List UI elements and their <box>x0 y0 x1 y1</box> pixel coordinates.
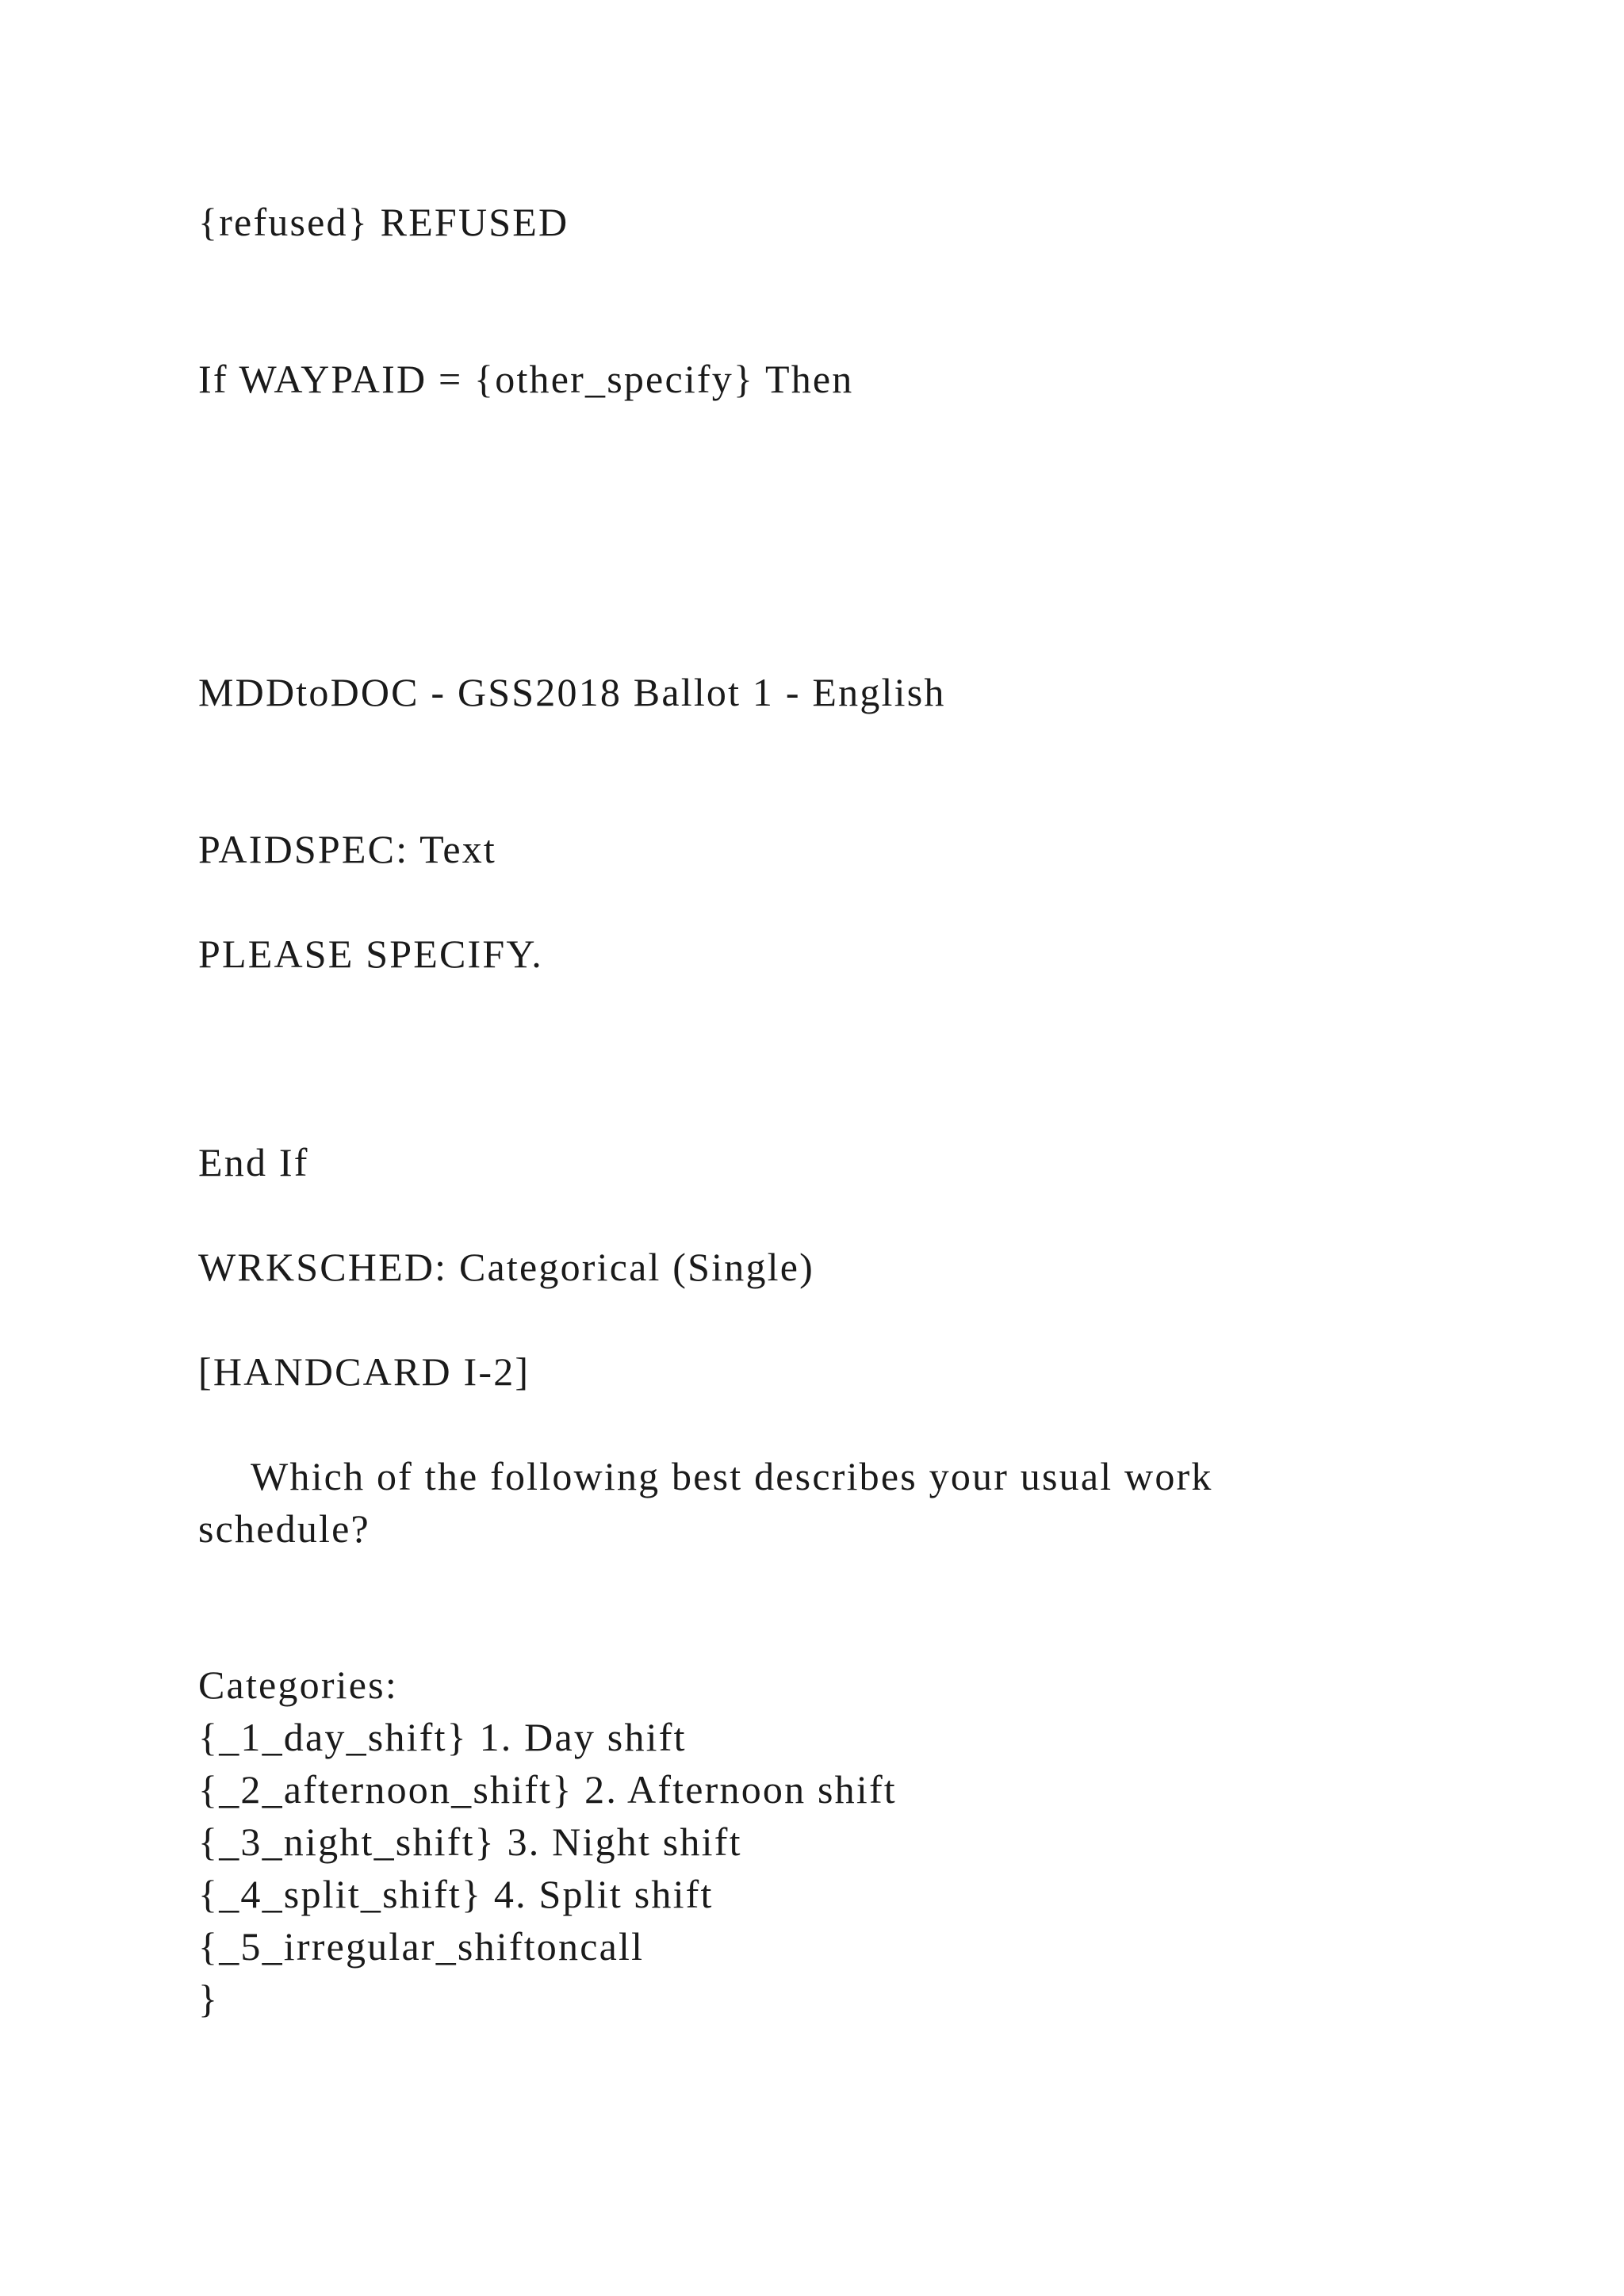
refused-line: {refused} REFUSED <box>198 200 569 244</box>
question-text-line-2: schedule? <box>198 1506 370 1551</box>
end-if: End If <box>198 1140 309 1184</box>
category-item: {_4_split_shift} 4. Split shift <box>198 1872 714 1916</box>
handcard-reference: [HANDCARD I-2] <box>198 1349 530 1394</box>
category-item: {_2_afternoon_shift} 2. Afternoon shift <box>198 1767 897 1812</box>
paidspec-prompt: PLEASE SPECIFY. <box>198 932 543 976</box>
document-header-title: MDDtoDOC - GSS2018 Ballot 1 - English <box>198 670 946 714</box>
category-item: {_3_night_shift} 3. Night shift <box>198 1820 742 1864</box>
category-closing-brace: } <box>198 1976 220 2021</box>
paidspec-label: PAIDSPEC: Text <box>198 827 497 871</box>
categories-label: Categories: <box>198 1663 398 1707</box>
question-text-line-1: Which of the following best describes your usual work <box>251 1454 1213 1498</box>
category-item: {_5_irregular_shiftoncall <box>198 1924 645 1969</box>
if-waypaid-condition: If WAYPAID = {other_specify} Then <box>198 357 854 401</box>
wrksched-label: WRKSCHED: Categorical (Single) <box>198 1245 814 1289</box>
category-item: {_1_day_shift} 1. Day shift <box>198 1715 687 1759</box>
